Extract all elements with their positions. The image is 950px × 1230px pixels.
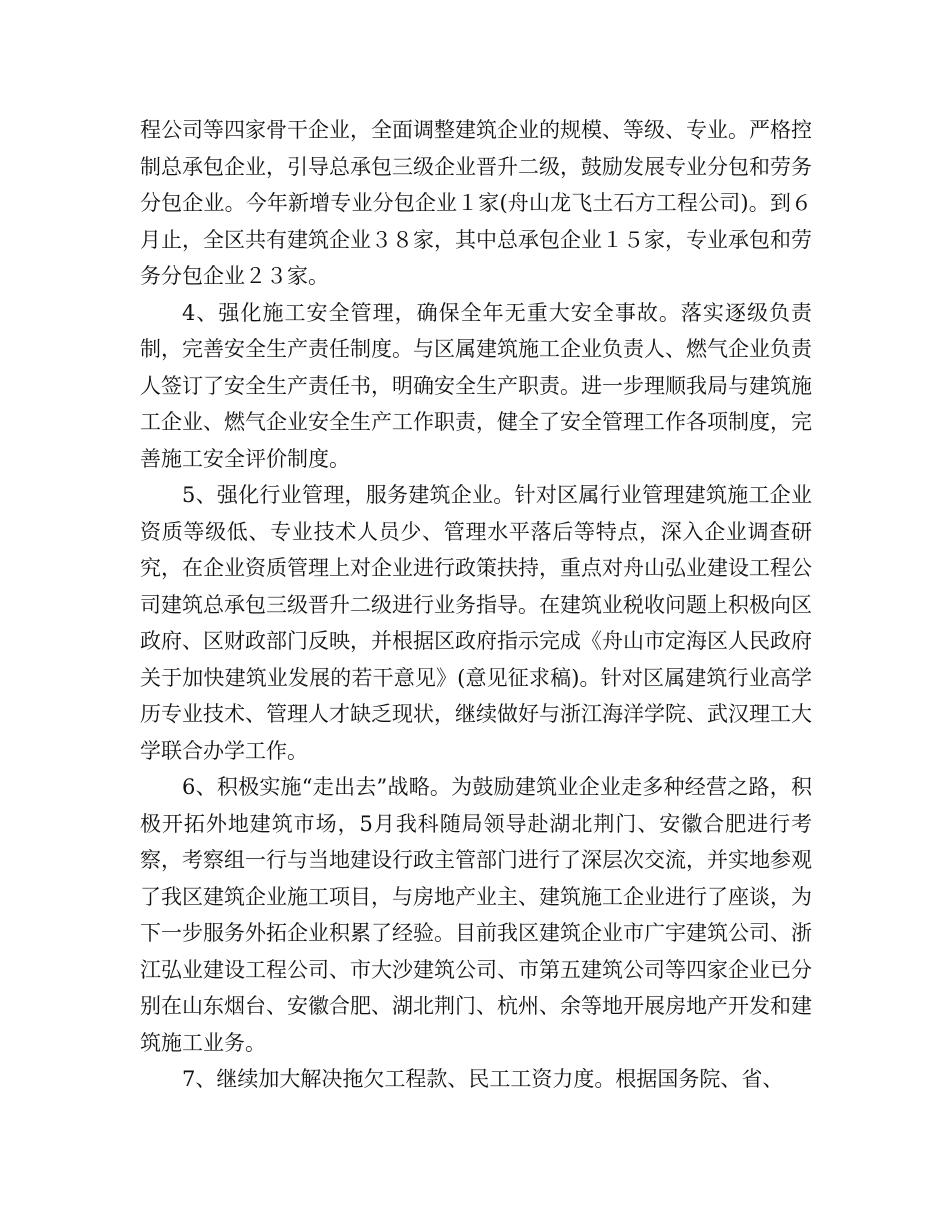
paragraph-continuation: 程公司等四家骨干企业，全面调整建筑企业的规模、等级、专业。严格控制总承包企业，引导总承包三级企业晋升二级，鼓励发展专业分包和劳务分包企业。今年新增专业分包企业１家(舟山龙飞土石方工程公司)。到６月止，全区共有建筑企业３８家，其中总承包企业１５家，专业承包和劳务分包企业２３家。 <box>140 118 812 288</box>
paragraph-item-6: 6、积极实施“走出去”战略。为鼓励建筑业企业走多种经营之路，积极开拓外地建筑市场，5月我科随局领导赴湖北荆门、安徽合肥进行考察，考察组一行与当地建设行政主管部门进行了深层次交流，并实地参观了我区建筑企业施工项目，与房地产业主、建筑施工企业进行了座谈，为下一步服务外拓企业积累了经验。目前我区建筑企业市广宇建筑公司、浙江弘业建设工程公司、市大沙建筑公司、市第五建筑公司等四家企业已分别在山东烟台、安徽合肥、湖北荆门、杭州、余等地开展房地产开发和建筑施工业务。 <box>140 775 812 1055</box>
paragraph-item-5: 5、强化行业管理，服务建筑企业。针对区属行业管理建筑施工企业资质等级低、专业技术人员少、管理水平落后等特点，深入企业调查研究，在企业资质管理上对企业进行政策扶持，重点对舟山弘业建设工程公司建筑总承包三级晋升二级进行业务指导。在建筑业税收问题上积极向区政府、区财政部门反映，并根据区政府指示完成《舟山市定海区人民政府关于加快建筑业发展的若干意见》(意见征求稿)。针对区属建筑行业高学历专业技术、管理人才缺乏现状，继续做好与浙江海洋学院、武汉理工大学联合办学工作。 <box>140 483 812 763</box>
paragraph-item-4: 4、强化施工安全管理，确保全年无重大安全事故。落实逐级负责制，完善安全生产责任制度。与区属建筑施工企业负责人、燃气企业负责人签订了安全生产责任书，明确安全生产职责。进一步理顺我局与建筑施工企业、燃气企业安全生产工作职责，健全了安全管理工作各项制度，完善施工安全评价制度。 <box>140 300 812 471</box>
document-body <box>140 112 812 1098</box>
paragraph-item-7: 7、继续加大解决拖欠工程款、民工工资力度。根据国务院、省、 <box>182 1067 784 1091</box>
